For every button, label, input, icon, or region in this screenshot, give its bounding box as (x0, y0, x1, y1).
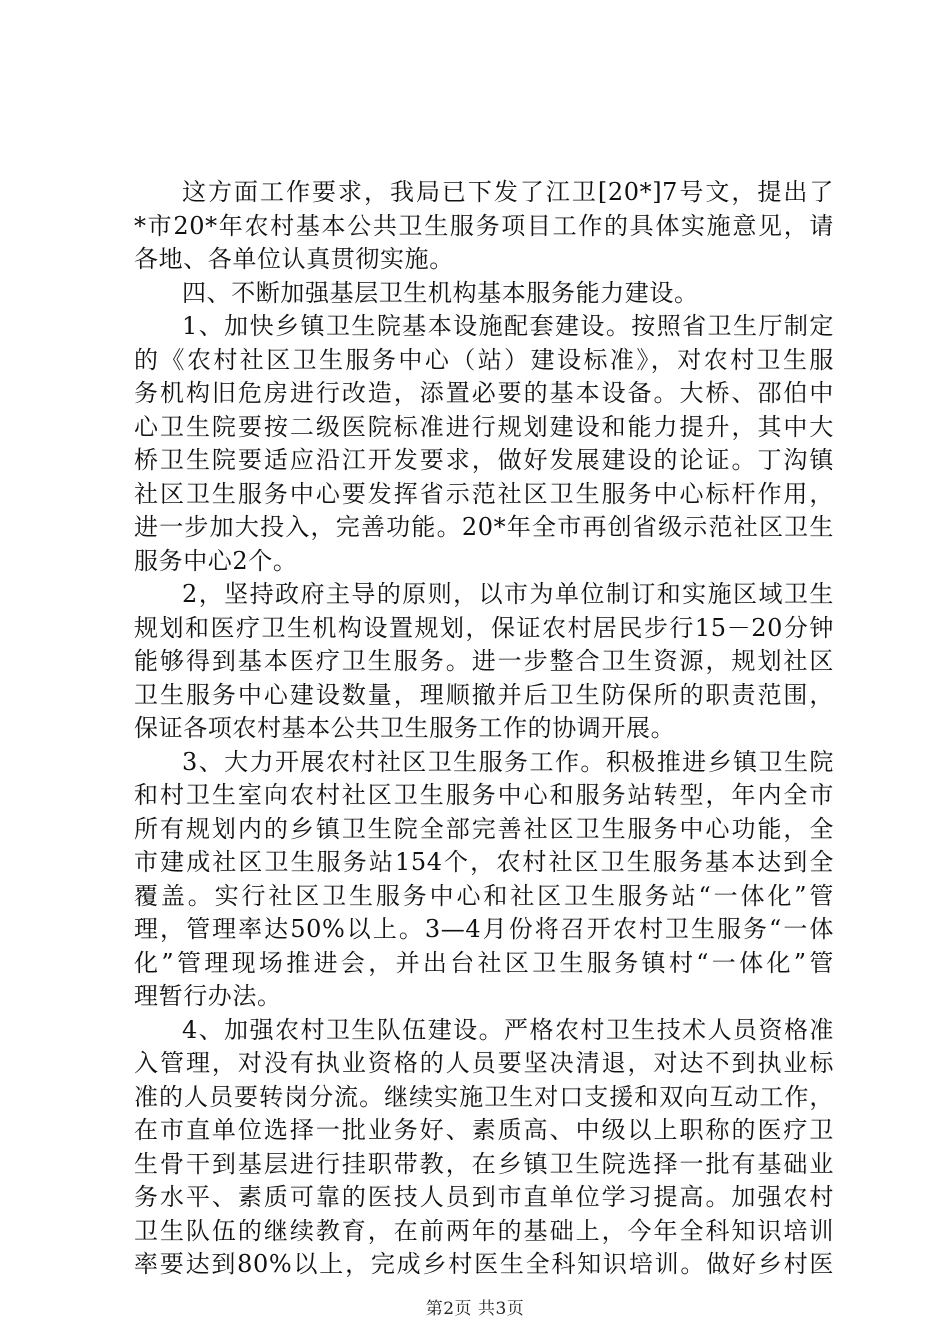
text-line: 化”管理现场推进会，并出台社区卫生服务镇村“一体化”管 (134, 948, 834, 977)
text-line: 务水平、素质可靠的医技人员到市直单位学习提高。加强农村 (134, 1183, 834, 1211)
text-line: 理，管理率达50%以上。3—4月份将召开农村卫生服务“一体 (134, 915, 834, 943)
text-line: 的《农村社区卫生服务中心（站）建设标准》，对农村卫生服 (134, 345, 834, 374)
text-line: 入管理，对没有执业资格的人员要坚决清退，对达不到执业标 (134, 1049, 834, 1077)
text-line: 各地、各单位认真贯彻实施。 (134, 245, 454, 273)
text-line: 桥卫生院要适应沿江开发要求，做好发展建设的论证。丁沟镇 (134, 446, 834, 474)
text-line: 率要达到80%以上，完成乡村医生全科知识培训。做好乡村医 (134, 1250, 834, 1278)
text-line: 在市直单位选择一批业务好、素质高、中级以上职称的医疗卫 (134, 1116, 834, 1144)
text-line: 务机构旧危房进行改造，添置必要的基本设备。大桥、邵伯中 (134, 379, 834, 407)
text-line: 这方面工作要求，我局已下发了江卫[20*]7号文，提出了 (182, 178, 834, 206)
text-line: 所有规划内的乡镇卫生院全部完善社区卫生服务中心功能，全 (134, 814, 834, 843)
text-line: 保证各项农村基本公共卫生服务工作的协调开展。 (134, 714, 676, 742)
document-body (134, 176, 834, 1282)
text-line: 4、加强农村卫生队伍建设。严格农村卫生技术人员资格准 (182, 1015, 834, 1044)
text-line: 覆盖。实行社区卫生服务中心和社区卫生服务站“一体化”管 (134, 881, 834, 910)
text-line: 能够得到基本医疗卫生服务。进一步整合卫生资源，规划社区 (134, 647, 834, 675)
text-line: *市20*年农村基本公共卫生服务项目工作的具体实施意见，请 (134, 211, 834, 240)
text-line: 市建成社区卫生服务站154个，农村社区卫生服务基本达到全 (134, 848, 834, 876)
text-line: 规划和医疗卫生机构设置规划，保证农村居民步行15－20分钟 (134, 613, 834, 642)
text-line: 四、不断加强基层卫生机构基本服务能力建设。 (182, 278, 699, 307)
text-line: 理暂行办法。 (134, 982, 282, 1010)
text-line: 进一步加大投入，完善功能。20*年全市再创省级示范社区卫生 (134, 513, 834, 541)
text-line: 卫生队伍的继续教育，在前两年的基础上，今年全科知识培训 (134, 1216, 834, 1245)
text-line: 和村卫生室向农村社区卫生服务中心和服务站转型，年内全市 (134, 781, 834, 809)
text-line: 卫生服务中心建设数量，理顺撤并后卫生防保所的职责范围， (134, 680, 834, 709)
text-line: 生骨干到基层进行挂职带教，在乡镇卫生院选择一批有基础业 (134, 1149, 834, 1178)
text-line: 社区卫生服务中心要发挥省示范社区卫生服务中心标杆作用， (134, 479, 834, 508)
text-line: 心卫生院要按二级医院标准进行规划建设和能力提升，其中大 (134, 412, 834, 441)
text-line: 3、大力开展农村社区卫生服务工作。积极推进乡镇卫生院 (182, 747, 834, 776)
text-line: 准的人员要转岗分流。继续实施卫生对口支援和双向互动工作， (134, 1082, 834, 1111)
page-footer: 第2页 共3页 (425, 1299, 525, 1319)
text-line: 1、加快乡镇卫生院基本设施配套建设。按照省卫生厅制定 (182, 312, 834, 340)
text-line: 2，坚持政府主导的原则，以市为单位制订和实施区域卫生 (182, 580, 834, 608)
text-line: 服务中心2个。 (134, 546, 298, 575)
